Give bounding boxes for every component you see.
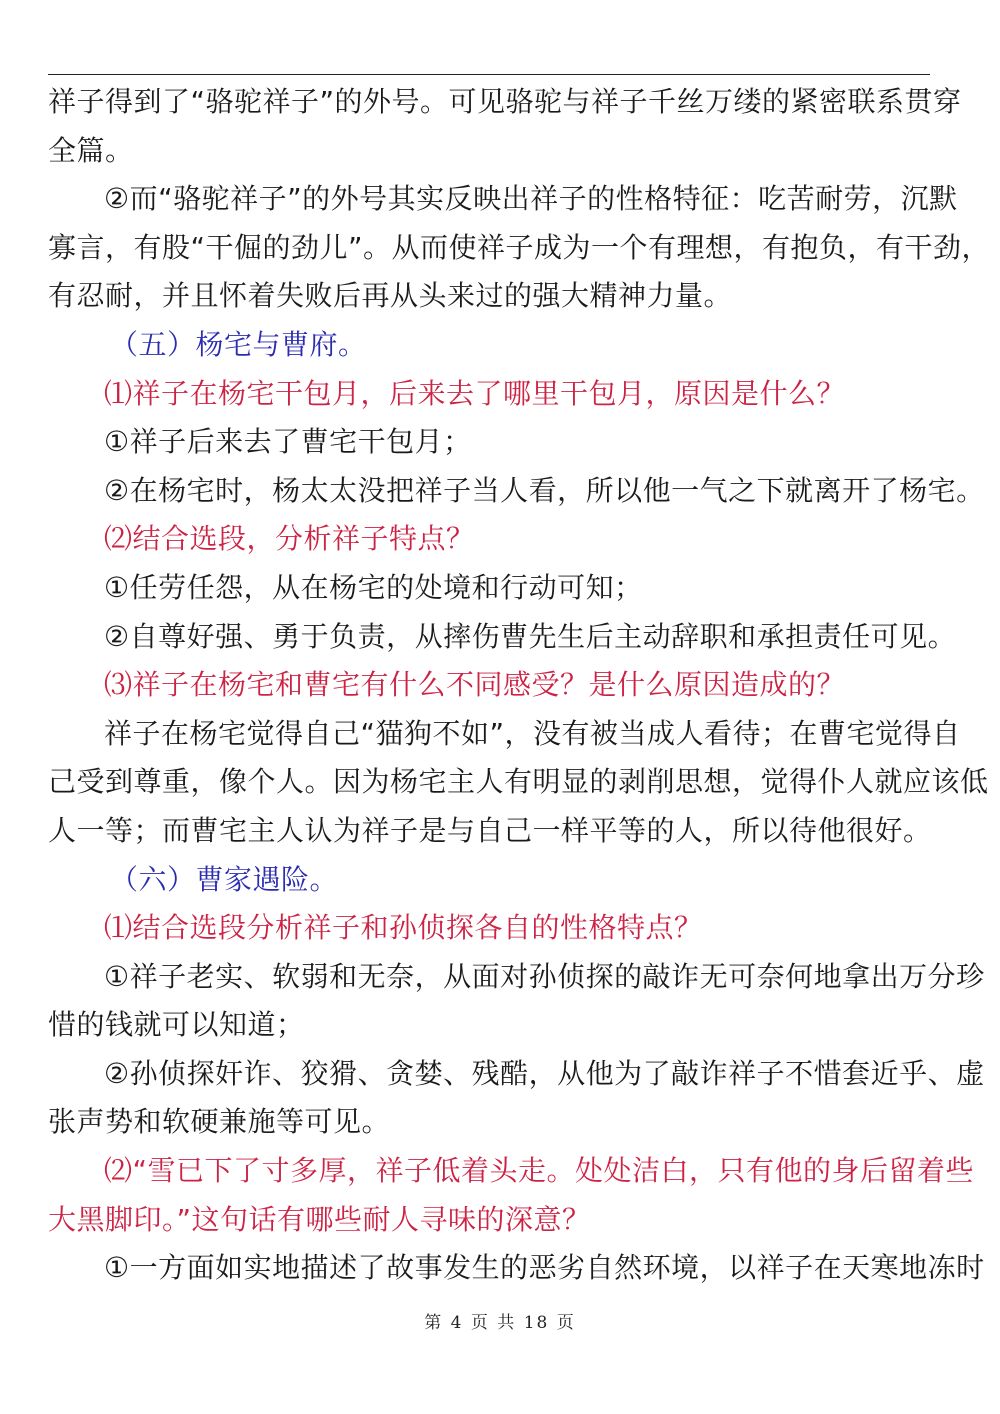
question-line: ⑴祥子在杨宅干包月，后来去了哪里干包月，原因是什么？ — [104, 376, 846, 410]
text-line: ①祥子后来去了曹宅干包月； — [104, 425, 472, 459]
question-line: ⑴结合选段分析祥子和孙侦探各自的性格特点？ — [104, 911, 703, 945]
section-heading: （五）杨宅与曹府。 — [110, 327, 367, 361]
question-line: ⑶祥子在杨宅和曹宅有什么不同感受？是什么原因造成的？ — [104, 668, 846, 702]
text-line: ①祥子老实、软弱和无奈，从面对孙侦探的敲诈无可奈何地拿出万分珍 — [104, 959, 985, 993]
text-line: ②在杨宅时，杨太太没把祥子当人看，所以他一气之下就离开了杨宅。 — [104, 473, 985, 507]
question-line: 大黑脚印。”这句话有哪些耐人寻味的深意？ — [48, 1202, 591, 1236]
page-footer: 第 4 页 共 18 页 — [424, 1313, 576, 1333]
text-line: ②自尊好强、勇于负责，从摔伤曹先生后主动辞职和承担责任可见。 — [104, 619, 957, 653]
text-line: 寡言，有股“干倔的劲儿”。从而使祥子成为一个有理想，有抱负，有干劲， — [48, 230, 991, 264]
text-line: 祥子得到了“骆驼祥子”的外号。可见骆驼与祥子千丝万缕的紧密联系贯穿 — [48, 85, 962, 118]
text-line: 惜的钱就可以知道； — [48, 1008, 305, 1042]
text-line: 祥子在杨宅觉得自己“猫狗不如”，没有被当成人看待；在曹宅觉得自 — [104, 716, 961, 750]
text-line: 有忍耐，并且怀着失败后再从头来过的强大精神力量。 — [48, 279, 733, 313]
text-line: 人一等；而曹宅主人认为祥子是与自己一样平等的人，所以待他很好。 — [48, 813, 932, 847]
text-line: 己受到尊重，像个人。因为杨宅主人有明显的剥削思想，觉得仆人就应该低 — [48, 765, 989, 799]
document-body — [48, 78, 991, 1293]
text-line: ②孙侦探奸诈、狡猾、贪婪、残酷，从他为了敲诈祥子不惜套近乎、虚 — [104, 1056, 985, 1090]
text-line: 张声势和软硬兼施等可见。 — [48, 1105, 391, 1139]
question-line: ⑵“雪已下了寸多厚，祥子低着头走。处处洁白，只有他的身后留着些 — [104, 1154, 975, 1188]
text-line: ①一方面如实地描述了故事发生的恶劣自然环境，以祥子在天寒地冻时 — [104, 1251, 985, 1285]
top-rule — [48, 74, 930, 75]
text-line: 全篇。 — [48, 133, 134, 167]
text-line: ②而“骆驼祥子”的外号其实反映出祥子的性格特征：吃苦耐劳，沉默 — [104, 182, 958, 216]
question-line: ⑵结合选段，分析祥子特点？ — [104, 522, 475, 556]
section-heading: （六）曹家遇险。 — [110, 862, 339, 896]
text-line: ①任劳任怨，从在杨宅的处境和行动可知； — [104, 570, 643, 604]
